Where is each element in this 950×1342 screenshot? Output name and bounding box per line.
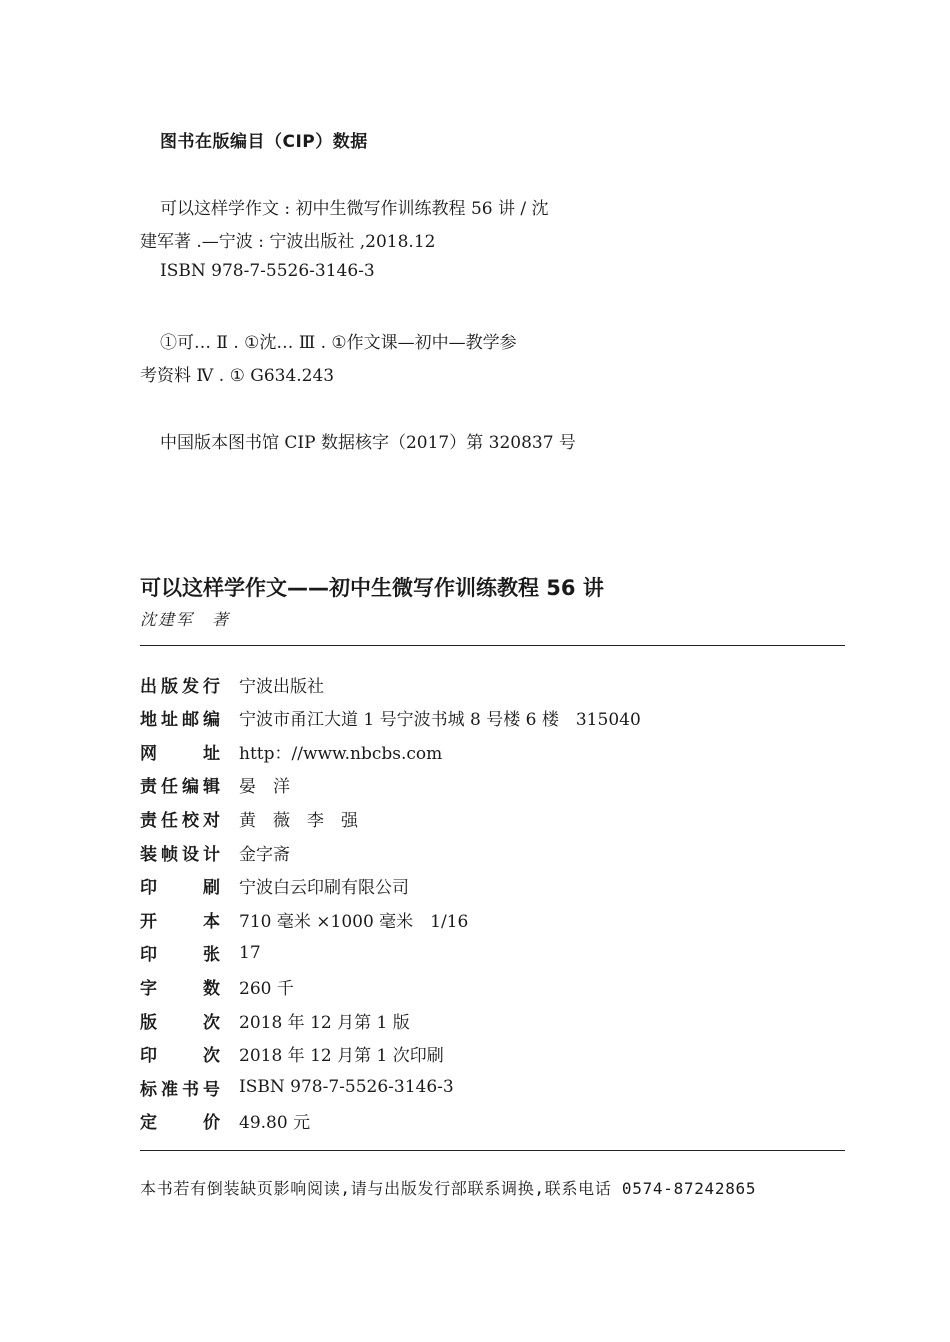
- info-label-char: 号: [203, 1079, 220, 1100]
- info-row: [140, 874, 409, 898]
- info-label-char: 开: [140, 911, 157, 932]
- info-row: [140, 941, 261, 965]
- info-label-char: 字: [140, 978, 157, 999]
- info-label-char: 网: [140, 743, 157, 764]
- info-label-char: 刷: [203, 878, 220, 899]
- book-author: 沈建军 著: [140, 610, 231, 629]
- info-row: [140, 1075, 454, 1099]
- info-value: ISBN 978-7-5526-3146-3: [239, 1077, 454, 1098]
- info-label-char: 印: [140, 878, 157, 899]
- info-label-char: 版: [161, 676, 178, 697]
- cip-heading: 图书在版编目（CIP）数据: [160, 132, 368, 152]
- cip-subject-line-1: ①可… Ⅱ . ①沈… Ⅲ . ①作文课—初中—教学参: [160, 333, 517, 353]
- info-label: [140, 940, 220, 965]
- info-row: [140, 672, 324, 696]
- info-label-char: 标: [140, 1079, 157, 1100]
- info-label-char: 价: [203, 1113, 220, 1134]
- info-value: 金字斋: [239, 844, 290, 865]
- info-label: [140, 1075, 220, 1100]
- info-row: [140, 974, 294, 998]
- info-label: [140, 1041, 220, 1066]
- info-label-char: 次: [203, 1012, 220, 1033]
- info-label-char: 责: [140, 777, 157, 798]
- info-label-char: 定: [140, 1113, 157, 1134]
- info-value: 710 毫米 ×1000 毫米 1/16: [239, 911, 469, 932]
- info-label-char: 数: [203, 978, 220, 999]
- info-label-char: 编: [182, 777, 199, 798]
- cip-entry-line-1: 可以这样学作文 : 初中生微写作训练教程 56 讲 / 沈: [160, 199, 549, 219]
- info-row: [140, 907, 468, 931]
- cip-entry-line-2: 建军著 .—宁波 : 宁波出版社 ,2018.12: [140, 232, 436, 252]
- info-row: [140, 1042, 444, 1066]
- info-label-char: 址: [161, 710, 178, 731]
- info-label-char: 版: [140, 1012, 157, 1033]
- info-value: 49.80 元: [239, 1113, 311, 1134]
- top-divider: [140, 645, 845, 646]
- info-label-char: 准: [161, 1079, 178, 1100]
- info-value: 260 千: [239, 978, 294, 999]
- info-label-char: 任: [161, 810, 178, 831]
- info-row: [140, 773, 290, 797]
- info-label-char: 装: [140, 844, 157, 865]
- info-label-char: 责: [140, 810, 157, 831]
- info-value: http：//www.nbcbs.com: [239, 743, 443, 764]
- info-label: [140, 672, 220, 697]
- info-label: [140, 1108, 220, 1133]
- info-value: 宁波出版社: [239, 676, 324, 697]
- info-label-char: 次: [203, 1046, 220, 1067]
- info-row: [140, 1008, 410, 1032]
- info-row: [140, 806, 358, 830]
- info-label-char: 辑: [203, 777, 220, 798]
- info-label-char: 行: [203, 676, 220, 697]
- info-label-char: 编: [203, 710, 220, 731]
- info-label: [140, 806, 220, 831]
- info-value: 宁波白云印刷有限公司: [239, 878, 409, 899]
- info-label: [140, 739, 220, 764]
- footer-note: 本书若有倒装缺页影响阅读,请与出版发行部联系调换,联系电话 0574-87242865: [140, 1179, 757, 1198]
- cip-check-number: 中国版本图书馆 CIP 数据核字（2017）第 320837 号: [160, 433, 576, 453]
- info-row: [140, 739, 442, 763]
- info-value: 17: [239, 942, 261, 963]
- info-row: [140, 1109, 310, 1133]
- info-label: [140, 873, 220, 898]
- info-label: [140, 772, 220, 797]
- info-label: [140, 705, 220, 730]
- cip-subject-line-2: 考资料 Ⅳ . ① G634.243: [140, 366, 335, 386]
- info-label-char: 计: [203, 844, 220, 865]
- info-label: [140, 1008, 220, 1033]
- cip-isbn-line: ISBN 978-7-5526-3146-3: [160, 261, 375, 281]
- info-label-char: 印: [140, 1046, 157, 1067]
- info-label: [140, 840, 220, 865]
- info-label-char: 任: [161, 777, 178, 798]
- info-value: 晏 洋: [239, 777, 290, 798]
- info-row: [140, 840, 290, 864]
- info-row: [140, 706, 641, 730]
- info-label-char: 地: [140, 710, 157, 731]
- book-title: 可以这样学作文——初中生微写作训练教程 56 讲: [140, 576, 604, 600]
- info-label-char: 对: [203, 810, 220, 831]
- info-value: 2018 年 12 月第 1 版: [239, 1012, 410, 1033]
- info-label: [140, 974, 220, 999]
- info-label-char: 邮: [182, 710, 199, 731]
- info-label-char: 校: [182, 810, 199, 831]
- info-label-char: 书: [182, 1079, 199, 1100]
- bottom-divider: [140, 1150, 845, 1151]
- info-label-char: 设: [182, 844, 199, 865]
- info-value: 宁波市甬江大道 1 号宁波书城 8 号楼 6 楼 315040: [239, 710, 641, 731]
- info-label: [140, 907, 220, 932]
- info-value: 黄 薇 李 强: [239, 810, 358, 831]
- info-label-char: 址: [203, 743, 220, 764]
- info-label-char: 张: [203, 945, 220, 966]
- info-label-char: 出: [140, 676, 157, 697]
- info-value: 2018 年 12 月第 1 次印刷: [239, 1046, 444, 1067]
- info-label-char: 帧: [161, 844, 178, 865]
- info-label-char: 发: [182, 676, 199, 697]
- info-label-char: 本: [203, 911, 220, 932]
- info-label-char: 印: [140, 945, 157, 966]
